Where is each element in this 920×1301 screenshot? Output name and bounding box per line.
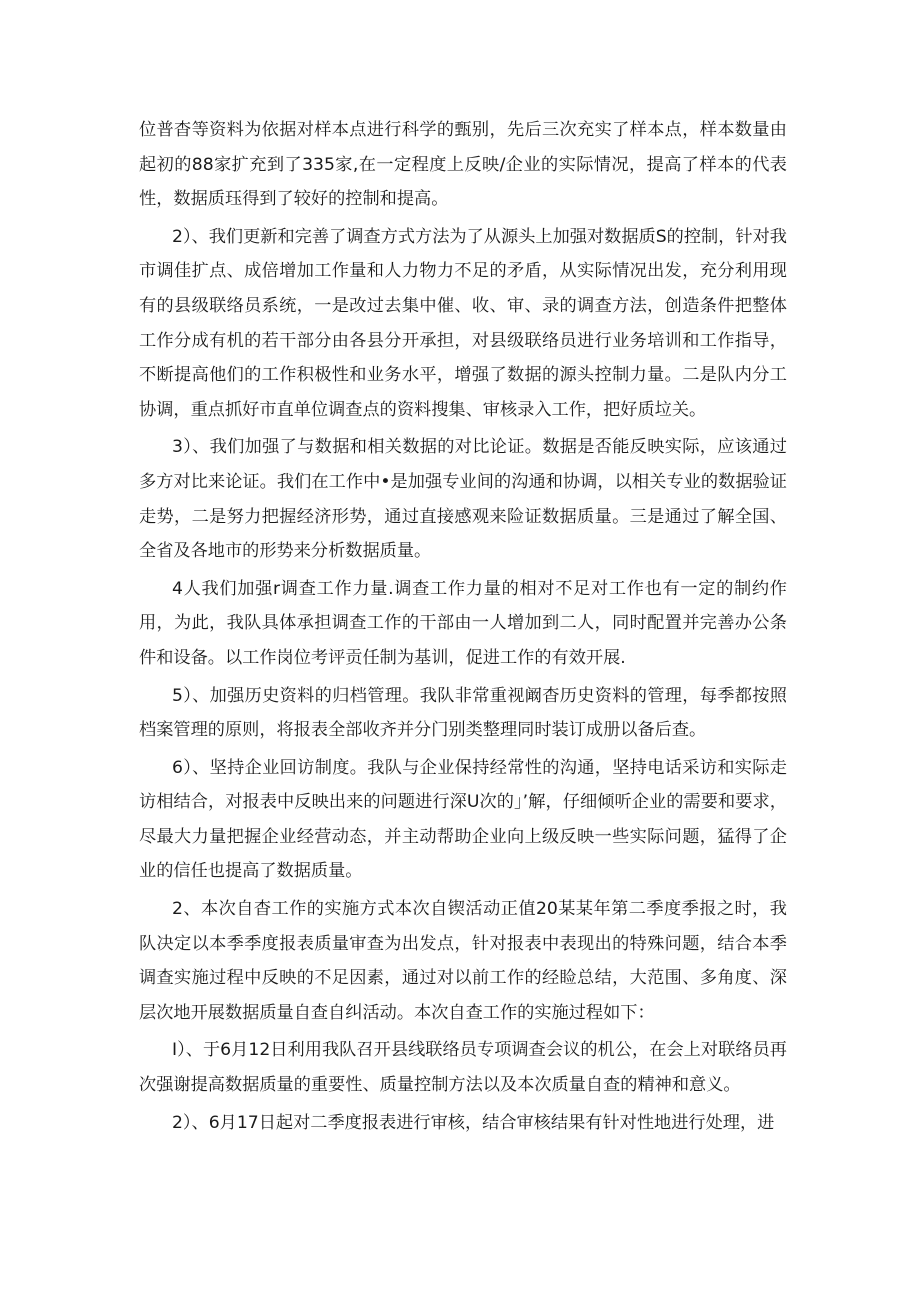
paragraph-survey-methods: 2）、我们更新和完善了调查方式方法为了从源头上加强对数据质S的控制，针对我市调佳扩点、成倍增加工作量和人力物力不足的矛盾，从实际情况出发，充分利用现有的县级联络员系统，一是改过去集中催、收、审、录的调查方法，创造条件把整体工作分成有机的若干部分由各县分开承担，对县级联络员进行业务培训和工作指导，不断提高他们的工作积极性和业务水平，增强了数据的源头控制力量。二是队内分工协调，重点抓好市直单位调查点的资料搜集、审核录入工作，把好质垃关。 xyxy=(139,226,787,420)
paragraph-sample-points: 位普杳等资料为依据对样本点进行科学的甄别，先后三次充实了样本点，样本数量由起初的88家扩充到了335家,在一定程度上反映/企业的实际情况，提高了样本的代表性，数据质珏得到了较好的控制和提高。 xyxy=(139,120,787,210)
document-page xyxy=(139,113,787,1140)
paragraph-enterprise-revisit: 6）、坚持企业回访制度。我队与企业保持经常性的沟通，坚持电话采访和实际走访相结合，对报表中反映出来的问题进行深U次的」’解，仔细倾听企业的需要和要求，尽最大力量把握企业经营动态，并主动帮助企业向上级反映一些实际问题，猛得了企业的信任也提高了数据质量。 xyxy=(139,757,787,882)
paragraph-self-check-method: 2、本次自杳工作的实施方式本次自锲活动正值20某某年第二季度季报之时，我队决定以本季季度报表质量审查为出发点，针对报表中表现出的特殊问题，结合本季调查实施过程中反映的不足因素，通过对以前工作的经睑总结，大范围、多角度、深层次地开展数据质量自查自纠活动。本次自查工作的实施过程如下： xyxy=(139,899,787,1023)
paragraph-data-comparison: 3）、我们加强了与数据和相关数据的对比论证。数据是否能反映实际，应该通过多方对比来论证。我们在工作中•是加强专业间的沟通和协调，以相关专业的数据验证走势，二是努力把握经济形势，通过直接感观来险证数据质量。三是通过了解全国、全省及各地市的形势来分析数据质量。 xyxy=(139,437,787,562)
paragraph-june-12-meeting: I）、于6月12日利用我队召开县线联络员专项调查会议的机公，在会上对联络员再次强谢提高数据质量的重要性、质量控制方法以及本次质量自查的精神和意义。 xyxy=(139,1040,787,1096)
paragraph-june-17-review: 2）、6月17日起对二季度报表进行审核，结合审核结果有针对性地进行处理，进 xyxy=(172,1112,775,1133)
paragraph-survey-staffing: 4人我们加强r调查工作力量.调查工作力量的相对不足对工作也有一定的制约作用，为此，我队具体承担调查工作的干部由一人增加到二人，同时配置并完善办公条件和设备。以工作岗位考评贡任制为基训，促进工作的有效开展. xyxy=(139,578,787,668)
paragraph-archive-management: 5）、加强历史资料的归档管理。我队非常重视阚杳历史资料的管理，每季都按照档案管理的原则，将报表全部收齐并分门别类整理同时装订成册以备后查。 xyxy=(139,685,787,741)
